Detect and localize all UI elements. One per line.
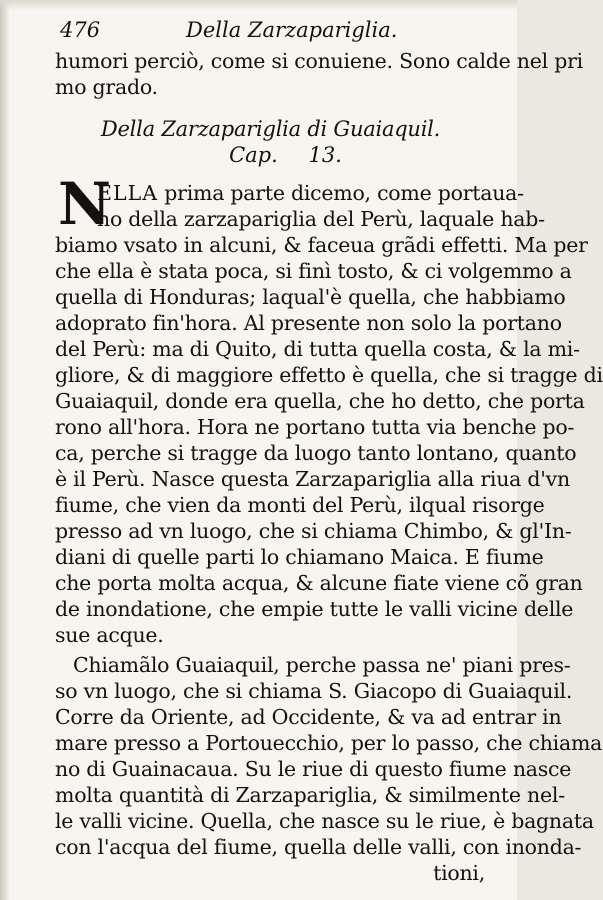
- dropcap-block: [55, 170, 545, 238]
- text-line: Guaiaquil, donde era quella, che ho detto, che porta: [55, 389, 585, 413]
- chapter-title: Della Zarzapariglia di Guaiaquil.: [100, 117, 441, 141]
- text-line: Chiamãlo Guaiaquil, perche passa ne' piani pres-: [73, 653, 571, 677]
- text-line-last: tioni,: [433, 861, 485, 885]
- text-line: rono all'hora. Hora ne portano tutta via benche po-: [55, 415, 575, 439]
- text-line: no di Guainacaua. Su le riue di questo fiume nasce: [55, 757, 572, 781]
- text-line: so vn luogo, che si chiama S. Giacopo di Guaiaquil.: [55, 679, 573, 703]
- text-line: de inondatione, che empie tutte le valli vicine delle: [55, 597, 574, 621]
- paragraph-1: [55, 170, 603, 648]
- page-header: [50, 16, 491, 46]
- text-line: molta quantità di Zarzapariglia, & similmente nel-: [55, 783, 565, 807]
- text-line: ca, perche si tragge da luogo tanto lontano, quanto: [55, 441, 577, 465]
- running-title: Della Zarzapariglia.: [186, 18, 398, 42]
- text-line: adoprato fin'hora. Al presente non solo la portano: [55, 311, 562, 335]
- chapter-number-line: [50, 142, 491, 168]
- text-line: no della zarzapariglia del Perù, laquale hab-: [97, 207, 545, 231]
- text-line: [55, 180, 524, 206]
- text-line: humori perciò, come si conuiene. Sono calde nel pri: [55, 49, 583, 73]
- paragraph-2: [55, 652, 603, 886]
- text-line: diani di quelle parti lo chiamano Maica. E fiume: [55, 545, 544, 569]
- text-line: le valli vicine. Quella, che nasce su le riue, è bagnata: [55, 809, 594, 833]
- chapter-number: 13.: [308, 143, 342, 167]
- text-line: mare presso a Portouecchio, per lo passo, che chiama: [55, 731, 603, 755]
- text-line: gliore, & di maggiore effetto è quella, che si tragge di: [55, 363, 603, 387]
- chapter-label: Cap.: [229, 143, 278, 167]
- text-line: è il Perù. Nasce questa Zarzapariglia alla riua d'vn: [55, 467, 570, 491]
- chapter-heading: [50, 116, 491, 142]
- text-line: che porta molta acqua, & alcune fiate viene cõ gran: [55, 571, 583, 595]
- text-line: mo grado.: [55, 75, 158, 99]
- text-line: Corre da Oriente, ad Occidente, & va ad entrar in: [55, 705, 562, 729]
- text-line: fiume, che vien da monti del Perù, ilqual risorge: [55, 493, 545, 517]
- first-word-caps: ELLA: [97, 181, 158, 205]
- text-line: quella di Honduras; laqual'è quella, che habbiamo: [55, 285, 566, 309]
- first-line-rest: prima parte dicemo, come portaua-: [164, 181, 524, 205]
- text-line: del Perù: ma di Quito, di tutta quella costa, & la mi-: [55, 337, 580, 361]
- text-line: sue acque.: [55, 623, 164, 647]
- text-line: presso ad vn luogo, che si chiama Chimbo, & gl'In-: [55, 519, 572, 543]
- text-line: biamo vsato in alcuni, & faceua grãdi effetti. Ma per: [55, 233, 588, 257]
- drop-cap-letter: N: [58, 170, 112, 238]
- text-line: con l'acqua del fiume, quella delle valli, con inonda-: [55, 835, 582, 859]
- text-line: che ella è stata poca, si finì tosto, & ci volgemmo a: [55, 259, 572, 283]
- page-number: 476: [60, 18, 101, 42]
- continued-text: [55, 48, 583, 100]
